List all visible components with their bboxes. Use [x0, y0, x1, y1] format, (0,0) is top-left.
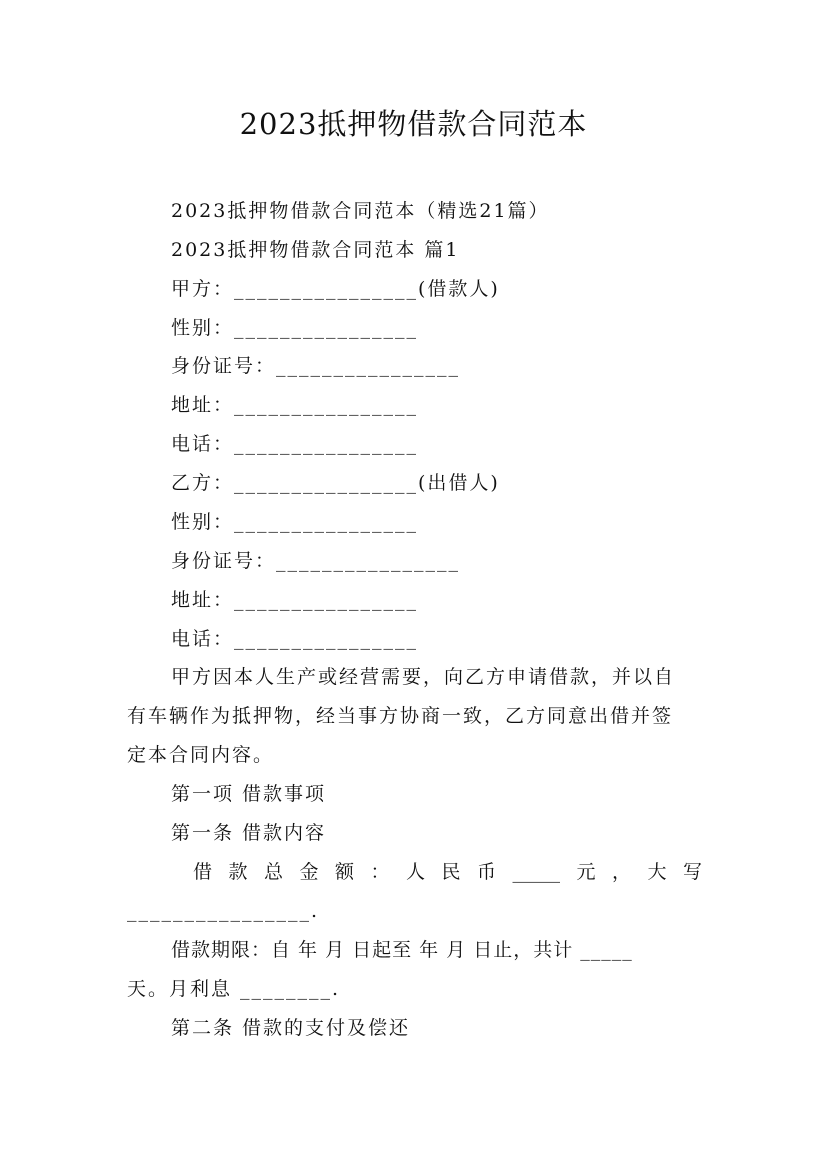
party-a-gender-field: 性别：________________	[171, 317, 419, 339]
loan-interest-line: 天。月利息 ________.	[127, 978, 341, 1000]
party-b-phone-field: 电话：________________	[171, 628, 419, 650]
party-b-id-field: 身份证号：________________	[171, 550, 461, 572]
amount-token: 借	[193, 861, 213, 883]
amount-token: 额	[335, 861, 355, 883]
amount-token: 民	[441, 861, 461, 883]
loan-amount-line	[127, 859, 702, 885]
amount-token: ：	[370, 861, 390, 883]
amount-capital-blank: ________________.	[127, 900, 320, 922]
article-heading: 第一条 借款内容	[171, 822, 327, 844]
loan-term-line: 借款期限：自 年 月 日起至 年 月 日止，共计 _____	[171, 939, 633, 961]
amount-blank: _____	[512, 861, 560, 883]
paragraph-line: 甲方因本人生产或经营需要，向乙方申请借款，并以自	[171, 666, 676, 688]
party-b-field: 乙方：________________(出借人)	[171, 472, 500, 494]
amount-token: 总	[264, 861, 284, 883]
amount-token: 大	[647, 861, 667, 883]
document-title: 2023抵押物借款合同范本	[239, 107, 588, 141]
amount-token: 款	[228, 861, 248, 883]
amount-token: 写	[682, 861, 702, 883]
article-heading: 第二条 借款的支付及偿还	[171, 1017, 411, 1039]
party-b-address-field: 地址：________________	[171, 589, 419, 611]
section-heading: 第一项 借款事项	[171, 783, 327, 805]
amount-token: 币	[477, 861, 497, 883]
amount-token: 人	[406, 861, 426, 883]
subtitle-chapter: 2023抵押物借款合同范本 篇1	[171, 239, 460, 261]
party-a-address-field: 地址：________________	[171, 394, 419, 416]
amount-token: 金	[299, 861, 319, 883]
subtitle-collection: 2023抵押物借款合同范本（精选21篇）	[171, 200, 550, 222]
amount-token: 元	[576, 861, 596, 883]
party-b-gender-field: 性别：________________	[171, 511, 419, 533]
party-a-field: 甲方：________________(借款人)	[171, 278, 500, 300]
amount-token: ，	[611, 861, 631, 883]
paragraph-line: 有车辆作为抵押物，经当事方协商一致，乙方同意出借并签	[127, 705, 674, 727]
party-a-phone-field: 电话：________________	[171, 433, 419, 455]
paragraph-line: 定本合同内容。	[127, 744, 275, 766]
party-a-id-field: 身份证号：________________	[171, 355, 461, 377]
